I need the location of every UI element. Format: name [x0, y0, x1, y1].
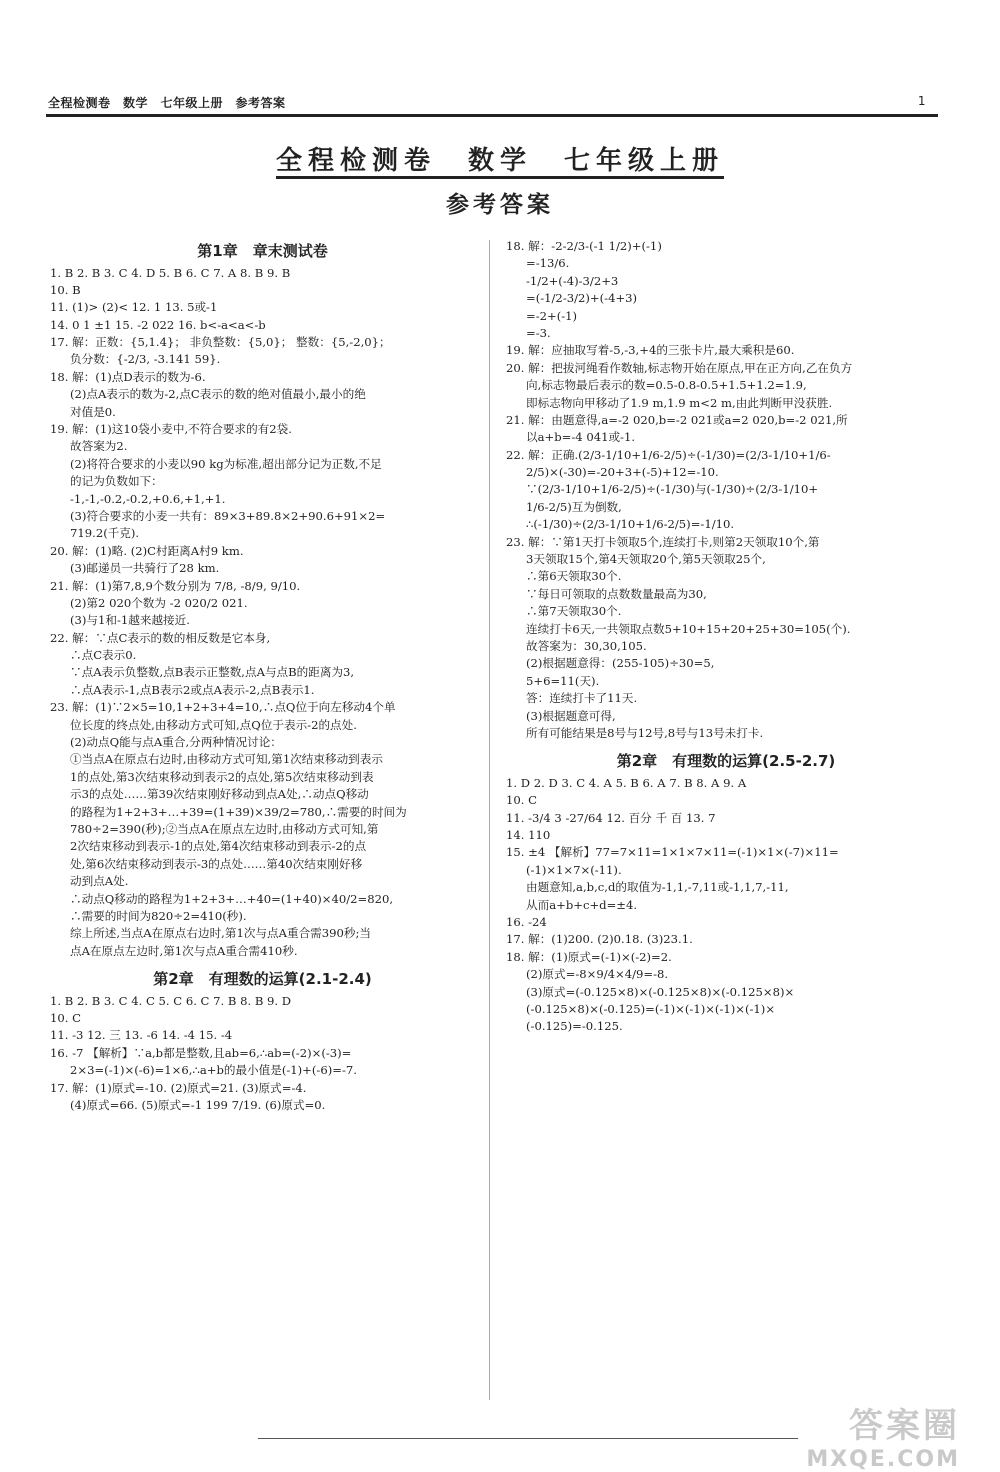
- answer-line: 17. 解：(1)原式=-10. (2)原式=21. (3)原式=-4.: [50, 1080, 307, 1095]
- answer-line: 向,标志物最后表示的数=0.5-0.8-0.5+1.5+1.2=1.9,: [526, 378, 807, 393]
- answer-line: 17. 解：正数：{5,1.4}； 非负整数：{5,0}； 整数：{5,-2,0}；: [50, 335, 391, 350]
- answer-line: 由题意知,a,b,c,d的取值为-1,1,-7,11或-1,1,7,-11,: [526, 880, 789, 895]
- answer-line: 1. B 2. B 3. C 4. C 5. C 6. C 7. B 8. B 9. D: [50, 993, 292, 1008]
- answer-line: (2)原式=-8×9/4×4/9=-8.: [526, 967, 669, 982]
- column-divider: [489, 240, 490, 1400]
- answer-line: ∴需要的时间为820÷2=410(秒).: [70, 908, 247, 923]
- answer-line: ∴(-1/30)÷(2/3-1/10+1/6-2/5)=-1/10.: [526, 517, 735, 532]
- answer-line: 对值是0.: [70, 404, 116, 419]
- page-title: 全程检测卷 数学 七年级上册: [275, 146, 724, 176]
- answer-line: ∴点A表示-1,点B表示2或点A表示-2,点B表示1.: [70, 682, 315, 697]
- answer-line: 22. 解：∵点C表示的数的相反数是它本身,: [50, 630, 271, 645]
- answer-line: -1,-1,-0.2,-0.2,+0.6,+1,+1.: [70, 491, 226, 506]
- answer-line: 18. 解：-2-2/3-(-1 1/2)+(-1): [506, 239, 662, 253]
- answer-line: (2)点A表示的数为-2,点C表示的数的绝对值最小,最小的绝: [70, 387, 366, 402]
- answer-line: 23. 解：(1)∵2×5=10,1+2+3+4=10,∴点Q位于向左移动4个单: [50, 700, 396, 715]
- answer-line: (2)第2 020个数为 -2 020/2 021.: [70, 595, 248, 610]
- answer-line: 2×3=(-1)×(-6)=1×6,∴a+b的最小值是(-1)+(-6)=-7.: [70, 1063, 357, 1078]
- answer-line: 综上所述,当点A在原点右边时,第1次与点A重合需390秒;当: [70, 926, 371, 941]
- answer-line: ∴第7天领取30个.: [526, 604, 622, 619]
- title-rule: [276, 176, 724, 179]
- answer-line: 故答案为：30,30,105.: [526, 638, 647, 653]
- answer-line: 2/5)×(-30)=-20+3+(-5)+12=-10.: [526, 465, 719, 480]
- answer-line: 20. 解：把拔河绳看作数轴,标志物开始在原点,甲在正方向,乙在负方: [506, 360, 853, 375]
- answer-line: 1/6-2/5)互为倒数,: [526, 499, 622, 514]
- answer-line: =-13/6.: [526, 256, 570, 271]
- answer-line: 点A在原点左边时,第1次与点A重合需410秒.: [70, 943, 298, 958]
- answer-line: 1. B 2. B 3. C 4. D 5. B 6. C 7. A 8. B 9. B: [50, 265, 291, 280]
- answer-line: 19. 解：(1)这10袋小麦中,不符合要求的有2袋.: [50, 422, 292, 437]
- answer-line: 10. C: [50, 1011, 81, 1026]
- answer-line: 示3的点处……第39次结束刚好移动到点A处,∴动点Q移动: [70, 787, 369, 802]
- answer-line: 16. -24: [506, 914, 547, 929]
- answer-line: ∴点C表示0.: [70, 648, 137, 663]
- answer-line: 11. (1)> (2)< 12. 1 13. 5或-1: [50, 300, 218, 315]
- answer-line: ∵(2/3-1/10+1/6-2/5)÷(-1/30)与(-1/30)÷(2/3-1/10+: [526, 482, 819, 497]
- answer-line: (2)根据题意得：(255-105)÷30=5,: [526, 656, 715, 671]
- left-column: [50, 238, 475, 1114]
- answer-line: 的路程为1+2+3+…+39=(1+39)×39/2=780,∴需要的时间为: [70, 804, 407, 819]
- section-ch1-answers: [50, 265, 475, 961]
- answer-line: 处,第6次结束移动到表示-3的点处……第40次结束刚好移: [70, 856, 363, 871]
- answer-line: 19. 解：应抽取写着-5,-3,+4的三张卡片,最大乘积是60.: [506, 343, 795, 358]
- answer-line: ①当点A在原点右边时,由移动方式可知,第1次结束移动到表示: [70, 752, 383, 767]
- answer-line: (3)符合要求的小麦一共有：89×3+89.8×2+90.6+91×2=: [70, 508, 386, 523]
- answer-line: 1. D 2. D 3. C 4. A 5. B 6. A 7. B 8. A 9. A: [506, 775, 747, 790]
- answer-line: 5+6=11(天).: [526, 673, 600, 688]
- answer-line: -1/2+(-4)-3/2+3: [526, 273, 619, 288]
- section-ch2b-answers: [506, 775, 946, 1036]
- header-rule: [46, 114, 938, 117]
- answer-line: 2次结束移动到表示-1的点处,第4次结束移动到表示-2的点: [70, 839, 367, 854]
- watermark-logo: [806, 1398, 960, 1472]
- answer-line: (3)邮递员一共骑行了28 km.: [70, 561, 220, 576]
- page-number: 1: [917, 94, 926, 108]
- answer-line: =-3.: [526, 325, 551, 340]
- answer-line: 负分数：{-2/3, -3.141 59}.: [70, 352, 221, 367]
- watermark-url: MXQE.COM: [806, 1447, 960, 1472]
- section-ch2a-answers: [50, 993, 475, 1115]
- answer-line: ∴动点Q移动的路程为1+2+3+…+40=(1+40)×40/2=820,: [70, 891, 394, 906]
- running-head-text: 全程检测卷 数学 七年级上册 参考答案: [48, 96, 286, 110]
- answer-line: =-2+(-1): [526, 308, 578, 323]
- answer-line: 1的点处,第3次结束移动到表示2的点处,第5次结束移动到表: [70, 769, 374, 784]
- answer-line: ∵每日可领取的点数数量最高为30,: [526, 586, 707, 601]
- answer-line: 14. 110: [506, 828, 551, 842]
- answer-line: 故答案为2.: [70, 439, 128, 454]
- answer-line: 从而a+b+c+d=±4.: [526, 897, 638, 912]
- answer-line: (3)原式=(-0.125×8)×(-0.125×8)×(-0.125×8)×: [526, 984, 795, 999]
- answer-line: (-1)×1×7×(-11).: [526, 862, 622, 877]
- answer-line: (2)将符合要求的小麦以90 kg为标准,超出部分记为正数,不足: [70, 456, 382, 471]
- answer-line: 的记为负数如下：: [70, 474, 163, 489]
- answer-line: 11. -3 12. 三 13. -6 14. -4 15. -4: [50, 1028, 233, 1043]
- answer-line: 21. 解：由题意得,a=-2 020,b=-2 021或a=2 020,b=-2 021,所: [506, 412, 848, 427]
- answer-line: 3天领取15个,第4天领取20个,第5天领取25个,: [526, 552, 766, 567]
- section-title-ch2b: 第2章 有理数的运算(2.5-2.7): [616, 752, 836, 771]
- answer-line: (2)动点Q能与点A重合,分两种情况讨论：: [70, 735, 282, 750]
- answer-line: 780÷2=390(秒);②当点A在原点左边时,由移动方式可知,第: [70, 822, 379, 836]
- answer-line: 719.2(千克).: [70, 526, 140, 541]
- answer-line: 16. -7 【解析】∵a,b都是整数,且ab=6,∴ab=(-2)×(-3)=: [50, 1045, 352, 1060]
- answer-line: ∵点A表示负整数,点B表示正整数,点A与点B的距离为3,: [70, 665, 355, 680]
- answer-line: 17. 解：(1)200. (2)0.18. (3)23.1.: [506, 932, 693, 947]
- answer-line: 15. ±4 【解析】77=7×11=1×1×7×11=(-1)×1×(-7)×11=: [506, 845, 839, 860]
- answer-line: 以a+b=-4 041或-1.: [526, 430, 636, 445]
- answer-line: 位长度的终点处,由移动方式可知,点Q位于表示-2的点处.: [70, 717, 357, 732]
- footer-rule: [258, 1438, 798, 1439]
- answer-line: 14. 0 1 ±1 15. -2 022 16. b<-a<a<-b: [50, 317, 266, 332]
- answer-line: (-0.125×8)×(-0.125)=(-1)×(-1)×(-1)×(-1)×: [526, 1001, 776, 1016]
- answer-line: 22. 解：正确.(2/3-1/10+1/6-2/5)÷(-1/30)=(2/3-1/10+1/6-: [506, 447, 831, 462]
- running-head: [48, 94, 936, 111]
- answer-line: 答：连续打卡了11天.: [526, 691, 638, 706]
- answer-line: 18. 解：(1)点D表示的数为-6.: [50, 369, 206, 384]
- answer-line: 10. B: [50, 282, 81, 297]
- section-title-ch2a: 第2章 有理数的运算(2.1-2.4): [153, 970, 372, 989]
- answer-line: 21. 解：(1)第7,8,9个数分别为 7/8, -8/9, 9/10.: [50, 578, 301, 593]
- answer-line: (3)根据题意可得,: [526, 708, 616, 723]
- answer-line: 即标志物向甲移动了1.9 m,1.9 m<2 m,由此判断甲没获胜.: [526, 395, 833, 410]
- page-subtitle: 参考答案: [446, 192, 554, 218]
- answer-line: 动到点A处.: [70, 874, 129, 889]
- question-18-block: [506, 238, 946, 342]
- section-title-ch1: 第1章 章末测试卷: [197, 242, 328, 260]
- answer-line: 所有可能结果是8号与12号,8号与13号未打卡.: [526, 725, 764, 740]
- answer-line: 连续打卡6天,一共领取点数5+10+15+20+25+30=105(个).: [526, 621, 851, 636]
- questions-19-23-block: [506, 342, 946, 742]
- answer-line: 23. 解：∵第1天打卡领取5个,连续打卡,则第2天领取10个,第: [506, 534, 820, 549]
- answer-line: (-0.125)=-0.125.: [526, 1019, 623, 1034]
- answer-line: 10. C: [506, 793, 537, 808]
- answer-line: 18. 解：(1)原式=(-1)×(-2)=2.: [506, 949, 672, 964]
- answer-line: =(-1/2-3/2)+(-4+3): [526, 291, 638, 306]
- answer-line: ∴第6天领取30个.: [526, 569, 622, 584]
- answer-line: (4)原式=66. (5)原式=-1 199 7/19. (6)原式=0.: [70, 1097, 326, 1112]
- answer-line: 20. 解：(1)略. (2)C村距离A村9 km.: [50, 543, 244, 558]
- answer-line: 11. -3/4 3 -27/64 12. 百分 千 百 13. 7: [506, 810, 716, 825]
- watermark-text: 答案圈: [849, 1406, 960, 1446]
- right-column: [506, 238, 946, 1036]
- answer-line: (3)与1和-1越来越接近.: [70, 613, 190, 628]
